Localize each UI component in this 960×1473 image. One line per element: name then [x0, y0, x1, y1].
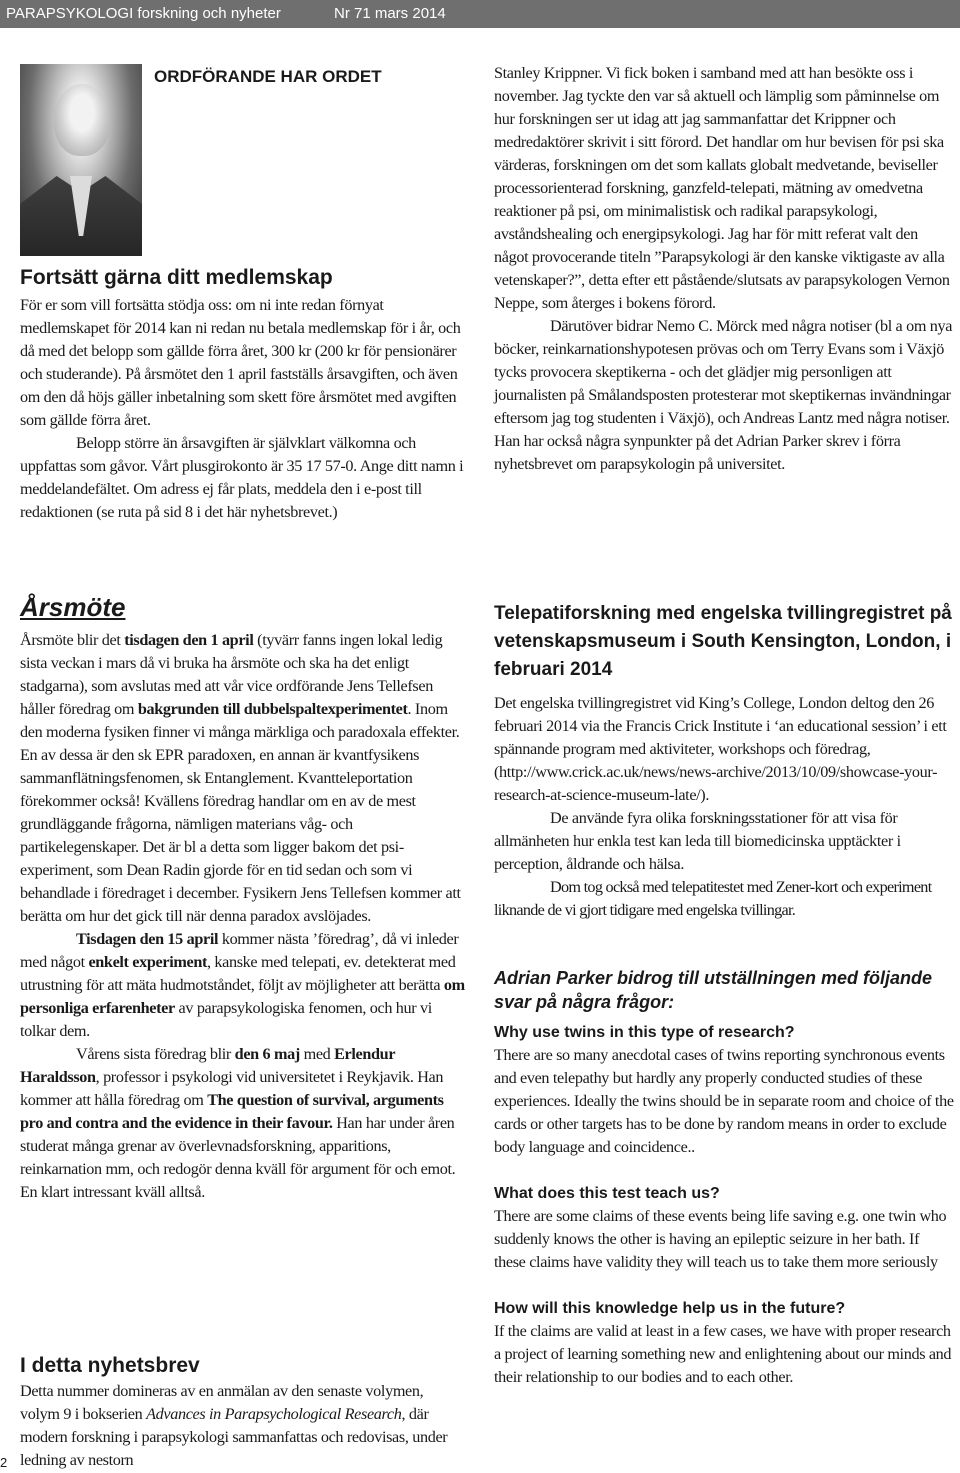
nyhetsbrev-heading: I detta nyhetsbrev — [20, 1354, 200, 1377]
running-header — [0, 0, 960, 28]
nyhetsbrev-paragraph: Detta nummer domineras av en anmälan av den senaste volymen, volym 9 i bokserien Advances in Parapsychological Research, där modern forskning i parapsykologi sammanfattas och redovisas, under ledning av nestorn — [20, 1382, 448, 1469]
answer-1: There are so many anecdotal cases of twins reporting synchronous events and even telepathy but hardly any properly conducted studies of these experiences. Ideally the twins should be in separate room and choice of the cards or other targets has to be done by random means in order to exclude body language and coincidence.. — [494, 1046, 954, 1156]
arsmote-section — [20, 592, 466, 1204]
telepati-paragraph-2: De använde fyra olika forskningsstationer för att visa för allmänheten hur enkla test kan leda till biomedicinska upptäckter i perception, åldrande och hälsa. — [494, 809, 901, 873]
answer-3: If the claims are valid at least in a few cases, we have with proper research a project of learning something new and enlightening about our minds and their relationship to our bodies and to each other. — [494, 1322, 952, 1386]
nyhetsbrev-section — [20, 1352, 466, 1472]
ordforande-heading: ORDFÖRANDE HAR ORDET — [154, 67, 382, 86]
parker-heading: Adrian Parker bidrog till utställningen med följande svar på några frågor: — [494, 968, 933, 1012]
membership-section — [20, 264, 466, 524]
publication-title: PARAPSYKOLOGI forskning och nyheter — [6, 5, 281, 22]
telepati-heading: Telepatiforskning med engelska tvillingregistret på vetenskapsmuseum i South Kensington, London, i februari 2014 — [494, 603, 952, 680]
telepati-paragraph-3: Dom tog också med telepatitestet med Zener-kort och experiment liknande de vi gjort tidigare med engelska tvillingar. — [494, 878, 932, 919]
issue-label: Nr 71 mars 2014 — [334, 5, 446, 22]
portrait-face — [54, 84, 110, 156]
answer-2: There are some claims of these events being life saving e.g. one twin who suddenly knows the other is having an epileptic seizure in her bath. If these claims have validity they will teach us to take them more seriously — [494, 1207, 947, 1271]
membership-paragraph-1: För er som vill fortsätta stödja oss: om ni inte redan förnyat medlemskapet för 2014 kan ni redan nu betala medlemskap för i år, och då med det belopp som gällde förra året, 300 kr (200 kr för pensionärer och studerande). På årsmötet den 1 april fastställs årsavgiften, och även om den då höjs gäller inbetalning som skett före årsmötet med avgiften som gällde förra året. — [20, 296, 461, 429]
arsmote-paragraph-3: Vårens sista föredrag blir den 6 maj med Erlendur Haraldsson, professor i psykologi vid universitetet i Reykjavik. Han kommer att hålla föredrag om The question of survival, arguments pro and contra and the evidence in their favour. Han har under åren studerat många grenar av överlevnadsforskning, apparitions, reinkarnation mm, och redogör denna kväll för argument för och emot. En klart intressant kväll alltså. — [20, 1045, 456, 1201]
membership-paragraph-2: Belopp större än årsavgiften är självklart välkomna och uppfattas som gåvor. Vårt plusgirokonto är 35 17 57-0. Ange ditt namn i meddelandefältet. Om adress ej får plats, meddela den i e-post till redaktionen (se ruta på sid 8 i det här nyhetsbrevet.) — [20, 434, 464, 521]
arsmote-heading: Årsmöte — [20, 592, 126, 622]
intro-section — [494, 62, 954, 476]
intro-paragraph-1: Stanley Krippner. Vi fick boken i samband med att han besökte oss i november. Jag tyckte den var så aktuell och lämplig som påminnelse om hur forskningen ser ut idag att jag sammanfattar det Krippner och medredaktörer skrivit i sitt förord. Det handlar om hur bevisen för psi ska värderas, forskningen om det som kallats globalt medvetande, beviseller processorienterad forskning, ganzfeld-telepati, mätning av omedvetna reaktioner på psi, om minimalistisk och radikal parapsykologi, avståndshealing och energipsykologi. Jag har för mitt referat valt den något provocerande titeln ”Parapsykologi är den kanske viktigaste av alla vetenskaper?”, detta efter ett påstående/slutsats av parapsykologen Vernon Neppe, som återges i bokens förord. — [494, 64, 950, 312]
question-2: What does this test teach us? — [494, 1185, 720, 1202]
arsmote-paragraph-2: Tisdagen den 15 april kommer nästa ’föredrag’, då vi inleder med något enkelt experiment, kanske med telepati, ev. detekterat med utrustning för att mäta hudmotståndet, följt av möjligheter att berätta om personliga erfarenheter av parapsykologiska fenomen, och hur vi tolkar dem. — [20, 930, 465, 1040]
intro-paragraph-2: Därutöver bidrar Nemo C. Mörck med några notiser (bl a om nya böcker, reinkarnationshypotesen prövas och om Terry Evans som i Växjö tycks provocera skeptikerna - och det glädjer mig personligen att journalisten på Smålandsposten protesterar mot skeptikernas invändningar eftersom jag tog studenten i Växjö), och Andreas Lantz med några notiser. Han har också några synpunkter på det Adrian Parker skrev i förra nyhetsbrevet om parapsykologin på universitet. — [494, 317, 953, 473]
parker-section — [494, 966, 954, 1389]
telepati-paragraph-1: Det engelska tvillingregistret vid King’s College, London deltog den 26 februari 2014 via the Francis Crick Institute i ‘an educational session’ i ett spännande program med aktiviteter, workshops och föredrag, (http://www.crick.ac.uk/news/news-archive/2013/10/09/showcase-your-research-at-science-museum-late/). — [494, 694, 947, 804]
question-1: Why use twins in this type of research? — [494, 1024, 795, 1041]
arsmote-paragraph-1: Årsmöte blir det tisdagen den 1 april (tyvärr fanns ingen lokal ledig sista veckan i mars då vi bruka ha årsmöte och ska ha det enligt stadgarna), som avslutas med att vår vice ordförande Jens Tellefsen håller föredrag om bakgrunden till dubbelspaltexperimentet. Inom den moderna fysiken finner vi många märkliga och paradoxala effekter. En av dessa är den sk EPR paradoxen, en annan är kvantfysikens sammanflätningsfenomen, sk Entanglement. Kvantteleportation förekommer också! Kvällens föredrag handlar om en av de mest grundläggande frågorna, nämligen materians våg- och partikelegenskaper. Det är bl a detta som ligger bakom det psi-experiment, som Dean Radin gjorde för en tid sedan och som vi behandlade i föredraget i december. Fysikern Jens Tellefsen kommer att berätta om hur det gick till när denna paradox avslöjades. — [20, 631, 461, 925]
page-number: 2 — [0, 1455, 8, 1470]
telepati-section — [494, 600, 954, 922]
membership-heading: Fortsätt gärna ditt medlemskap — [20, 266, 333, 289]
chairman-portrait-photo — [20, 64, 142, 256]
question-3: How will this knowledge help us in the future? — [494, 1300, 846, 1317]
